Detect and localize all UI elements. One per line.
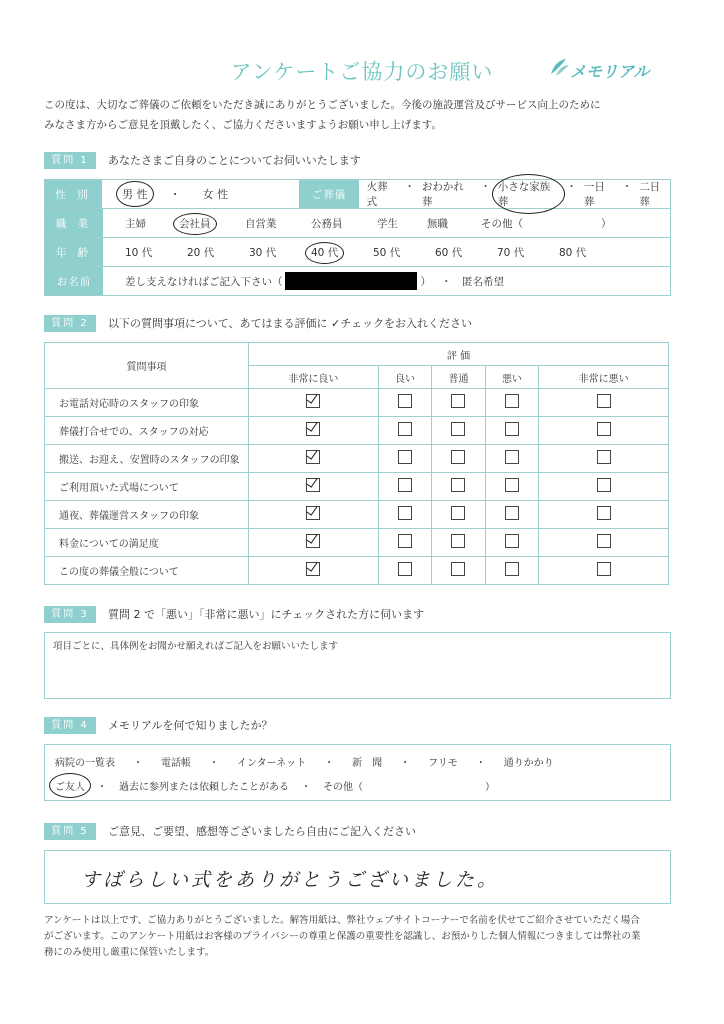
footer-line: がございます。このアンケート用紙はお客様のプライバシーの尊重と保護の重要性を認識し、お預かりした個人情報につきましては弊社の業 <box>44 931 641 942</box>
question-item-label: 料金についての満足度 <box>45 529 249 557</box>
rating-cell <box>378 417 431 445</box>
job-label: 職 業 <box>45 209 103 237</box>
checkbox[interactable] <box>505 534 519 548</box>
rating-cell <box>432 473 485 501</box>
age-option[interactable]: 10 代 <box>125 246 153 259</box>
separator: ・ <box>301 782 311 793</box>
rating-cell <box>539 389 669 417</box>
checkbox[interactable] <box>451 562 465 576</box>
checkbox[interactable] <box>597 506 611 520</box>
rating-header: 普通 <box>432 366 485 389</box>
q1-question: あなたさまご自身のことについてお伺いいたします <box>108 154 361 167</box>
rating-cell <box>378 473 431 501</box>
rating-header: 非常に悪い <box>539 366 669 389</box>
age-row <box>45 238 670 267</box>
q4-options-box <box>44 744 671 801</box>
rating-cell <box>539 501 669 529</box>
separator: ・ <box>97 782 107 793</box>
separator: ・ <box>169 188 181 201</box>
separator: ・ <box>400 758 411 769</box>
q4-option[interactable]: インターネット <box>237 758 307 769</box>
table-row <box>45 473 669 501</box>
q3-header <box>44 605 424 623</box>
checkbox[interactable] <box>398 562 412 576</box>
job-row <box>45 209 670 238</box>
checkbox[interactable] <box>398 534 412 548</box>
checkbox[interactable] <box>398 450 412 464</box>
separator: ・ <box>404 181 415 193</box>
checkbox-checked[interactable] <box>306 450 320 464</box>
job-option-other[interactable]: その他（ <box>481 217 523 230</box>
checkbox[interactable] <box>398 422 412 436</box>
q4-option-friend[interactable]: ご友人 <box>55 778 85 793</box>
footer-line: アンケートは以上です、ご協力ありがとうございました。解答用紙は、弊社ウェブサイトコーナーで名前を伏せてご紹介させていただく場合 <box>44 915 640 926</box>
rating-cell <box>249 501 379 529</box>
age-label: 年 齢 <box>45 238 103 266</box>
q4-options-row1 <box>55 754 670 769</box>
rating-header: 悪い <box>485 366 538 389</box>
age-option[interactable]: 30 代 <box>249 246 277 259</box>
age-option[interactable]: 70 代 <box>497 246 525 259</box>
checkbox[interactable] <box>597 534 611 548</box>
rating-cell <box>539 473 669 501</box>
rating-cell <box>539 557 669 585</box>
job-options <box>125 216 612 231</box>
q1-profile-table <box>44 179 671 296</box>
checkbox[interactable] <box>451 478 465 492</box>
rating-cell <box>485 389 538 417</box>
checkbox-checked[interactable] <box>306 422 320 436</box>
question-item-label: この度の葬儀全般について <box>45 557 249 585</box>
rating-cell <box>249 529 379 557</box>
table-row <box>45 389 669 417</box>
rating-cell <box>485 529 538 557</box>
gender-option-male[interactable]: 男 性 <box>122 186 148 202</box>
checkbox[interactable] <box>451 534 465 548</box>
checkbox[interactable] <box>597 478 611 492</box>
rating-cell <box>539 445 669 473</box>
rating-cell <box>432 389 485 417</box>
separator: ・ <box>475 758 486 769</box>
checkbox[interactable] <box>451 506 465 520</box>
table-row <box>45 529 669 557</box>
rating-cell <box>432 501 485 529</box>
q4-option-other[interactable]: その他（ <box>323 782 363 793</box>
q2-header <box>44 314 472 332</box>
q3-prompt: 項目ごとに、具体例をお聞かせ願えればご記入をお願いいたします <box>53 641 339 652</box>
rating-cell <box>485 557 538 585</box>
leaf-logo-icon <box>548 56 570 78</box>
rating-cell <box>539 417 669 445</box>
checkbox[interactable] <box>505 562 519 576</box>
q3-question: 質問 2 で「悪い」「非常に悪い」にチェックされた方に伺います <box>108 608 425 621</box>
footer-line: 務にのみ使用し厳重に保管いたします。 <box>44 947 215 958</box>
q2-badge: 質問 2 <box>44 315 96 332</box>
name-close: ） <box>420 275 431 288</box>
rating-cell <box>485 501 538 529</box>
rating-cell <box>378 389 431 417</box>
rating-cell <box>378 529 431 557</box>
checkbox[interactable] <box>597 562 611 576</box>
question-item-label: ご利用頂いた式場について <box>45 473 249 501</box>
separator: ・ <box>621 181 633 193</box>
rating-cell <box>249 473 379 501</box>
gender-label: 性 別 <box>45 180 102 208</box>
checkbox[interactable] <box>505 506 519 520</box>
name-prompt: 差し支えなければご記入下さい（ <box>125 275 283 288</box>
age-option[interactable]: 80 代 <box>559 246 587 259</box>
age-options <box>125 245 621 260</box>
separator: ・ <box>133 758 143 769</box>
gender-row <box>45 180 670 209</box>
q4-option[interactable]: 過去に参列または依頼したことがある <box>119 782 289 793</box>
intro-text <box>44 95 684 135</box>
rating-header: 非常に良い <box>249 366 379 389</box>
separator: ・ <box>480 181 491 193</box>
job-option[interactable]: 公務員 <box>311 217 343 230</box>
funeral-option[interactable]: 二日葬 <box>639 181 661 208</box>
checkbox[interactable] <box>398 506 412 520</box>
rating-cell <box>485 417 538 445</box>
separator: ・ <box>324 758 335 769</box>
name-label: お名前 <box>45 267 103 295</box>
separator: ・ <box>566 181 577 193</box>
checkbox[interactable] <box>451 394 465 408</box>
question-item-label: お電話対応時のスタッフの印象 <box>45 389 249 417</box>
age-option[interactable]: 50 代 <box>373 246 401 259</box>
checkbox-checked[interactable] <box>306 534 320 548</box>
checkbox-checked[interactable] <box>306 506 320 520</box>
q5-badge: 質問 5 <box>44 823 96 840</box>
checkbox[interactable] <box>505 478 519 492</box>
checkbox[interactable] <box>451 450 465 464</box>
rating-cell <box>539 529 669 557</box>
funeral-option[interactable]: おわかれ葬 <box>421 181 464 208</box>
rating-cell <box>378 445 431 473</box>
q5-header <box>44 822 416 840</box>
question-item-label: 葬儀打合せでの、スタッフの対応 <box>45 417 249 445</box>
q3-answer-box[interactable] <box>44 632 671 699</box>
job-option-employee[interactable]: 会社員 <box>179 218 211 230</box>
rating-cell <box>249 389 379 417</box>
job-option[interactable]: 主婦 <box>125 217 146 230</box>
name-row <box>45 267 670 295</box>
checkbox[interactable] <box>505 394 519 408</box>
funeral-option-small-family[interactable]: 小さな家族葬 <box>498 179 560 209</box>
logo-text: メモリアル <box>570 62 650 81</box>
q4-option[interactable]: 電話帳 <box>161 758 191 769</box>
q2-rating-table <box>44 342 669 585</box>
intro-line: この度は、大切なご葬儀のご依頼をいただき誠にありがとうございました。今後の施設運営及びサービス向上のために <box>44 99 601 111</box>
q5-question: ご意見、ご要望、感想等ございましたら自由にご記入ください <box>108 825 416 838</box>
company-logo <box>548 56 668 82</box>
funeral-label: ご葬儀 <box>299 180 358 208</box>
funeral-option[interactable]: 火葬式 <box>366 181 388 208</box>
q3-badge: 質問 3 <box>44 606 96 623</box>
checkbox[interactable] <box>398 478 412 492</box>
checkbox[interactable] <box>597 450 611 464</box>
rating-cell <box>249 557 379 585</box>
q4-header <box>44 716 273 734</box>
q1-badge: 質問 1 <box>44 152 96 169</box>
page-title: アンケートご協力のお願い <box>230 60 494 84</box>
checkbox[interactable] <box>451 422 465 436</box>
table-row <box>45 417 669 445</box>
rating-cell <box>378 557 431 585</box>
q4-badge: 質問 4 <box>44 717 96 734</box>
table-row <box>45 557 669 585</box>
q4-other-close: ） <box>485 782 495 793</box>
separator: ・ <box>209 758 219 769</box>
checkbox-checked[interactable] <box>306 562 320 576</box>
age-option-40s[interactable]: 40 代 <box>311 247 338 259</box>
age-option[interactable]: 20 代 <box>187 246 215 259</box>
gender-options <box>122 186 299 202</box>
col-header-item: 質問事項 <box>45 343 249 389</box>
rating-cell <box>432 445 485 473</box>
rating-cell <box>249 445 379 473</box>
funeral-option[interactable]: 一日葬 <box>583 181 605 208</box>
table-row <box>45 501 669 529</box>
checkbox[interactable] <box>597 394 611 408</box>
checkbox-checked[interactable] <box>306 394 320 408</box>
q5-answer-box[interactable] <box>44 850 671 904</box>
job-other-close: ） <box>601 217 612 230</box>
q4-option[interactable]: 病院の一覧表 <box>55 758 115 769</box>
checkbox-checked[interactable] <box>306 478 320 492</box>
q4-option[interactable]: フリモ <box>428 758 458 769</box>
gender-option-female[interactable]: 女 性 <box>202 188 229 201</box>
anonymous-option[interactable]: ・ 匿名希望 <box>441 275 504 288</box>
rating-cell <box>378 501 431 529</box>
checkbox[interactable] <box>505 450 519 464</box>
checkbox[interactable] <box>505 422 519 436</box>
q5-handwritten-answer: すばらしい式をありがとうございました。 <box>81 869 500 891</box>
rating-cell <box>249 417 379 445</box>
name-field <box>125 272 504 290</box>
rating-cell <box>485 473 538 501</box>
col-header-eval: 評 価 <box>249 343 669 366</box>
table-row <box>45 445 669 473</box>
job-option[interactable]: 無職 <box>427 217 448 230</box>
q4-question: メモリアルを何で知りましたか？ <box>108 719 273 732</box>
q1-header <box>44 151 361 169</box>
q4-option[interactable]: 通りかかり <box>503 758 554 769</box>
checkbox[interactable] <box>398 394 412 408</box>
q2-question: 以下の質問事項について、あてはまる評価に ✓チェックをお入れください <box>108 317 472 330</box>
question-item-label: 搬送、お迎え、安置時のスタッフの印象 <box>45 445 249 473</box>
rating-cell <box>432 529 485 557</box>
question-item-label: 通夜、葬儀運営スタッフの印象 <box>45 501 249 529</box>
q4-option[interactable]: 新 聞 <box>352 758 383 769</box>
rating-cell <box>485 445 538 473</box>
rating-cell <box>432 417 485 445</box>
intro-line: みなさま方からご意見を頂戴したく、ご協力くださいますようお願い申し上げます。 <box>44 119 442 131</box>
job-option[interactable]: 自営業 <box>245 217 277 230</box>
checkbox[interactable] <box>597 422 611 436</box>
funeral-options <box>367 179 670 209</box>
q4-options-row2 <box>55 778 670 793</box>
rating-header: 良い <box>378 366 431 389</box>
redacted-name <box>285 272 417 290</box>
job-option[interactable]: 学生 <box>377 217 398 230</box>
rating-cell <box>432 557 485 585</box>
footer-note <box>44 913 674 961</box>
age-option[interactable]: 60 代 <box>435 246 463 259</box>
